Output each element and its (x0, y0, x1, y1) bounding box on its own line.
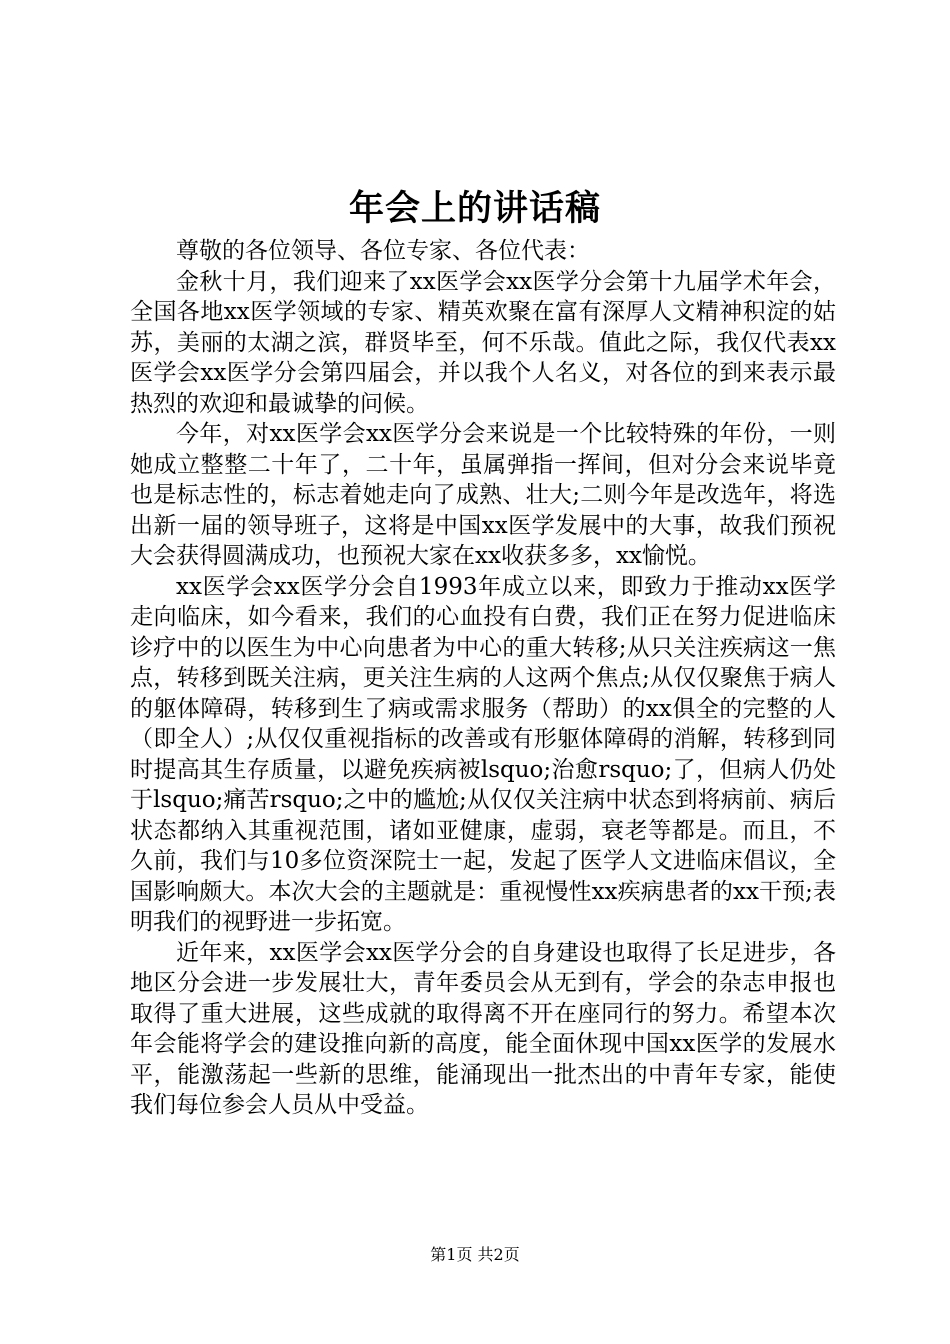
body-paragraph: xx医学会xx医学分会自1993年成立以来，即致力于推动xx医学走向临床，如今看来，我们的心血投有白费，我们正在努力促进临床诊疗中的以医生为中心向患者为中心的重大转移;从只关注疾病这一焦点，转移到既关注病，更关注生病的人这两个焦点;从仅仅聚焦于病人的躯体障碍，转移到生了病或需求服务（帮助）的xx俱全的完整的人（即全人）;从仅仅重视指标的改善或有形躯体障碍的消解，转移到同时提高其生存质量，以避免疾病被lsquo;治愈rsquo;了，但病人仍处于lsquo;痛苦rsquo;之中的尴尬;从仅仅关注病中状态到将病前、病后状态都纳入其重视范围，诸如亚健康，虚弱，衰老等都是。而且，不久前，我们与10多位资深院士一起，发起了医学人文进临床倡议，全国影响颇大。本次大会的主题就是：重视慢性xx疾病患者的xx干预;表明我们的视野进一步拓宽。 (130, 573, 836, 935)
document-title: 年会上的讲话稿 (348, 188, 601, 229)
document-body (130, 236, 836, 1121)
salutation-paragraph: 尊敬的各位领导、各位专家、各位代表： (176, 238, 590, 264)
body-paragraph: 今年，对xx医学会xx医学分会来说是一个比较特殊的年份，一则她成立整整二十年了，二十年，虽属弹指一挥间，但对分会来说毕竟也是标志性的，标志着她走向了成熟、壮大;二则今年是改选年，将选出新一届的领导班子，这将是中国xx医学发展中的大事，故我们预祝大会获得圆满成功，也预祝大家在xx收获多多，xx愉悦。 (130, 421, 836, 569)
body-paragraph: 金秋十月，我们迎来了xx医学会xx医学分会第十九届学术年会，全国各地xx医学领域的专家、精英欢聚在富有深厚人文精神积淀的姑苏，美丽的太湖之滨，群贤毕至，何不乐哉。值此之际，我仅代表xx医学会xx医学分会第四届会，并以我个人名义，对各位的到来表示最热烈的欢迎和最诚挚的问候。 (130, 268, 836, 417)
page-number-footer: 第1页 共2页 (430, 1245, 520, 1264)
body-paragraph: 近年来，xx医学会xx医学分会的自身建设也取得了长足进步，各地区分会进一步发展壮大，青年委员会从无到有，学会的杂志申报也取得了重大进展，这些成就的取得离不开在座同行的努力。希望本次年会能将学会的建设推向新的高度，能全面休现中国xx医学的发展水平，能激荡起一些新的思维，能涌现出一批杰出的中青年专家，能使我们每位参会人员从中受益。 (130, 939, 836, 1118)
